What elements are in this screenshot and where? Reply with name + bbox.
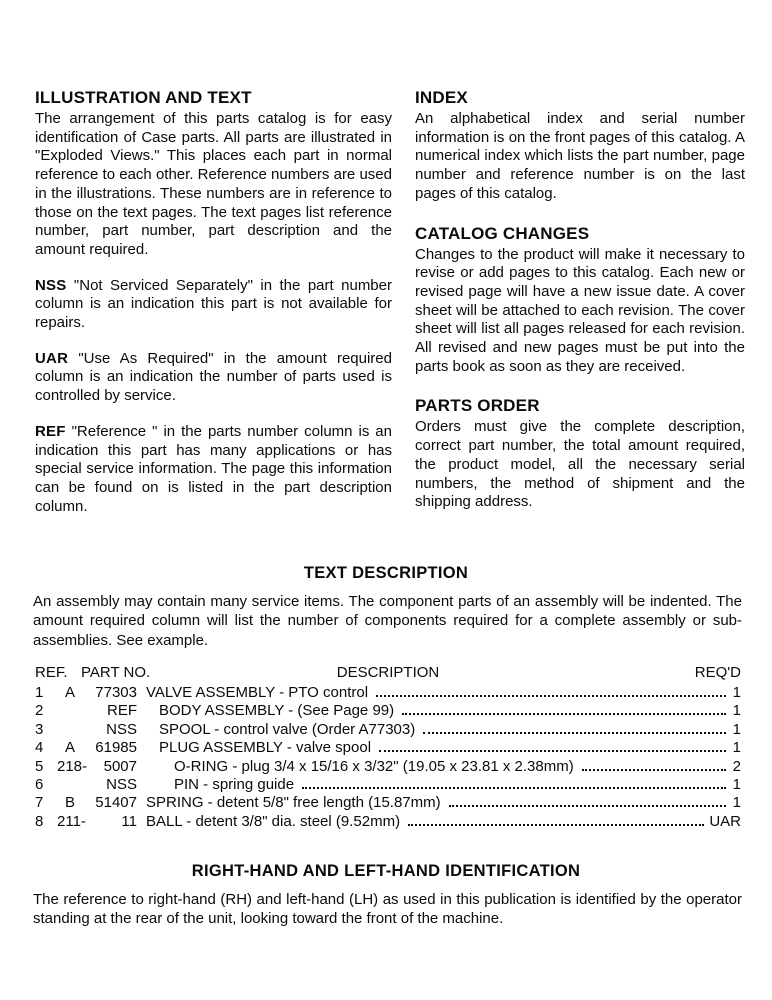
cell-part-number: NSS xyxy=(106,775,137,793)
cell-ref-number: 5 xyxy=(35,757,44,775)
parts-table-row xyxy=(35,794,741,812)
cell-ref-number: 1 xyxy=(35,684,44,701)
definition-ref xyxy=(35,423,392,517)
text-description-body: An assembly may contain many service items. The component parts of an assembly will be indented. The amount required column will list the number of components required for a complete assembly or sub-assemblies. See example. xyxy=(33,593,742,649)
parts-table-row xyxy=(35,739,741,757)
parts-table-row xyxy=(35,758,741,776)
parts-table-rows xyxy=(35,684,741,831)
cell-part-number: 77303 xyxy=(95,684,137,701)
cell-part-prefix: 211- xyxy=(57,812,86,830)
cell-description: VALVE ASSEMBLY - PTO control xyxy=(146,684,369,701)
definition-text-ref: "Reference " in the parts number column is an indication this part has many applications or has special service information. The page this information can be found on is listed in the part description column. xyxy=(35,422,392,515)
parts-order-heading: PARTS ORDER xyxy=(415,396,540,416)
cell-reqd-amount: UAR xyxy=(709,812,741,830)
cell-reqd-amount: 1 xyxy=(732,775,741,793)
cell-ref-number: 3 xyxy=(35,720,44,738)
cell-reqd-amount: 1 xyxy=(732,684,741,701)
index-section xyxy=(415,88,745,204)
parts-order-section xyxy=(415,396,745,512)
index-heading: INDEX xyxy=(415,88,468,107)
cell-reqd-amount: 1 xyxy=(732,720,741,738)
cell-description: BODY ASSEMBLY - (See Page 99) xyxy=(159,702,395,720)
cell-description: SPRING - detent 5/8" free length (15.87mm) xyxy=(146,794,441,812)
parts-example-table xyxy=(35,664,741,831)
cell-part-number: 51407 xyxy=(95,794,137,812)
dot-leader xyxy=(379,739,726,752)
cell-part-prefix: 218- xyxy=(57,757,88,775)
cell-description: PIN - spring guide xyxy=(174,775,295,793)
cell-ref-number: 6 xyxy=(35,775,44,793)
cell-description: SPOOL - control valve (Order A77303) xyxy=(159,720,416,738)
rh-lh-identification-heading: RIGHT-HAND AND LEFT-HAND IDENTIFICATION xyxy=(191,862,581,880)
parts-table-row xyxy=(35,813,741,831)
cell-reqd-amount: 1 xyxy=(732,702,741,720)
definition-term-uar: UAR xyxy=(35,349,69,367)
cell-ref-number: 7 xyxy=(35,794,44,812)
cell-ref-number: 2 xyxy=(35,702,44,720)
header-ref: REF. xyxy=(35,664,68,681)
catalog-changes-section xyxy=(415,224,745,377)
catalog-changes-body: Changes to the product will make it necessary to revise or add pages to this catalog. Each new or revised page will have a new issue date. A cover sheet will be attached to each revision. The cover sheet will list all pages released for each revision. All revised and new pages must be put into the parts book as soon as they are received. xyxy=(415,245,745,375)
definition-text-uar: "Use As Required" in the amount required column is an indication the number of parts used is controlled by service. xyxy=(35,349,392,405)
left-column xyxy=(35,88,392,533)
dot-leader xyxy=(449,794,726,807)
parts-table-row xyxy=(35,702,741,720)
definition-term-nss: NSS xyxy=(35,276,67,294)
cell-ref-number: 4 xyxy=(35,739,44,757)
dot-leader xyxy=(423,721,726,734)
dot-leader xyxy=(402,702,726,715)
cell-description: BALL - detent 3/8" dia. steel (9.52mm) xyxy=(146,812,401,830)
parts-table-header-row xyxy=(35,664,741,684)
definition-uar xyxy=(35,350,392,406)
dot-leader xyxy=(376,684,726,697)
parts-table-row xyxy=(35,684,741,702)
illustration-and-text-heading: ILLUSTRATION AND TEXT xyxy=(35,88,252,107)
cell-reqd-amount: 2 xyxy=(732,757,741,775)
header-reqd: REQ'D xyxy=(694,664,741,681)
text-description-heading: TEXT DESCRIPTION xyxy=(303,564,469,582)
dot-leader xyxy=(302,776,726,789)
index-body: An alphabetical index and serial number information is on the front pages of this catalog. A numerical index which lists the part number, page number and reference number is on the last pages of this catalog. xyxy=(415,110,745,202)
header-description: DESCRIPTION xyxy=(336,664,440,681)
definition-nss xyxy=(35,277,392,333)
cell-part-prefix: B xyxy=(65,794,76,812)
cell-part-number: 61985 xyxy=(95,739,137,757)
rh-lh-identification-body: The reference to right-hand (RH) and left-hand (LH) as used in this publication is identified by the operator standing at the rear of the unit, looking toward the front of the machine. xyxy=(33,891,742,928)
cell-part-number: NSS xyxy=(106,720,137,738)
cell-reqd-amount: 1 xyxy=(732,794,741,812)
cell-part-prefix: A xyxy=(65,739,76,757)
cell-reqd-amount: 1 xyxy=(732,739,741,757)
parts-order-body: Orders must give the complete description, correct part number, the total amount required, the product model, all the necessary serial numbers, the method of shipment and the shipping address. xyxy=(415,418,745,511)
definition-text-nss: "Not Serviced Separately" in the part number column is an indication this part is not available for repairs. xyxy=(35,276,392,332)
dot-leader xyxy=(582,758,726,771)
definition-term-ref: REF xyxy=(35,422,66,440)
cell-description: PLUG ASSEMBLY - valve spool xyxy=(159,739,372,757)
cell-ref-number: 8 xyxy=(35,812,44,830)
illustration-and-text-body: The arrangement of this parts catalog is for easy identification of Case parts. All parts are illustrated in "Exploded Views." This places each part in normal reference to each other. Reference numbers are used in the illustrations. These numbers are in reference to those on the text pages. The text pages list reference number, part number, part description and the amount required. xyxy=(35,110,392,258)
cell-description: O-RING - plug 3/4 x 15/16 x 3/32" (19.05 x 23.81 x 2.38mm) xyxy=(174,757,574,775)
right-column xyxy=(415,88,745,533)
parts-table-row xyxy=(35,721,741,739)
cell-part-prefix: A xyxy=(65,684,76,701)
header-part-no: PART NO. xyxy=(81,664,151,681)
parts-table-row xyxy=(35,776,741,794)
cell-part-number: 5007 xyxy=(103,757,137,775)
dot-leader xyxy=(408,813,704,826)
cell-part-number: 11 xyxy=(121,812,137,830)
catalog-changes-heading: CATALOG CHANGES xyxy=(415,223,590,243)
intro-columns xyxy=(35,88,745,533)
cell-part-number: REF xyxy=(107,702,137,720)
